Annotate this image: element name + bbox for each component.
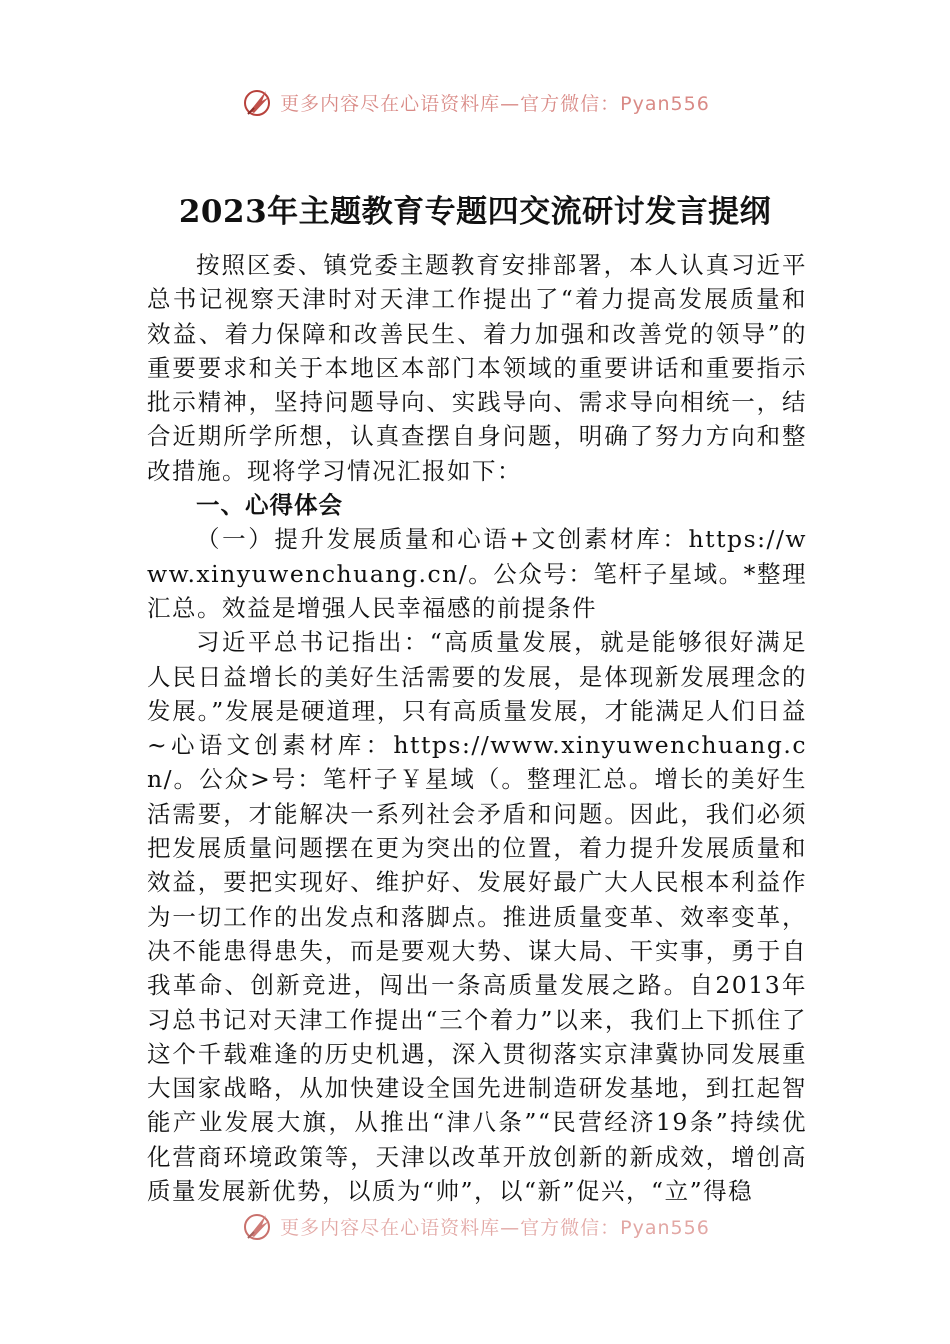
- watermark-banner-top: [0, 82, 950, 122]
- watermark-text: 更多内容尽在心语资料库—官方微信：Pyan556: [280, 92, 710, 115]
- document-body: [147, 248, 807, 1208]
- quill-logo-icon: [240, 1209, 274, 1243]
- subsection-heading: （一）提升发展质量和心语+文创素材库：https://www.xinyuwenchuang.cn/。公众号：笔杆子星域。*整理汇总。效益是增强人民幸福感的前提条件: [147, 525, 807, 622]
- watermark-text: 更多内容尽在心语资料库—官方微信：Pyan556: [280, 1216, 710, 1239]
- section-heading: 一、心得体会: [196, 491, 343, 520]
- document-title: 2023年主题教育专题四交流研讨发言提纲: [178, 194, 772, 230]
- intro-paragraph: 按照区委、镇党委主题教育安排部署，本人认真习近平总书记视察天津时对天津工作提出了“着力提高发展质量和效益、着力保障和改善民生、着力加强和改善党的领导”的重要要求和关于本地区本部门本领域的重要讲话和重要指示批示精神，坚持问题导向、实践导向、需求导向相统一，结合近期所学所想，认真查摆自身问题，明确了努力方向和整改措施。现将学习情况汇报如下：: [147, 251, 807, 485]
- body-paragraph: 习近平总书记指出：“高质量发展，就是能够很好满足人民日益增长的美好生活需要的发展，是体现新发展理念的发展。”发展是硬道理，只有高质量发展，才能满足人们日益~心语文创素材库：https://www.xinyuwenchuang.cn/。公众>号：笔杆子￥星域（。整理汇总。增长的美好生活需要，才能解决一系列社会矛盾和问题。因此，我们必须把发展质量问题摆在更为突出的位置，着力提升发展质量和效益，要把实现好、维护好、发展好最广大人民根本利益作为一切工作的出发点和落脚点。推进质量变革、效率变革，决不能患得患失，而是要观大势、谋大局、干实事，勇于自我革命、创新竞进，闯出一条高质量发展之路。自2013年习总书记对天津工作提出“三个着力”以来，我们上下抓住了这个千载难逢的历史机遇，深入贯彻落实京津冀协同发展重大国家战略，从加快建设全国先进制造研发基地，到扛起智能产业发展大旗，从推出“津八条”“民营经济19条”持续优化营商环境政策等，天津以改革开放创新的新成效，增创高质量发展新优势，以质为“帅”，以“新”促兴，“立”得稳: [147, 628, 807, 1206]
- quill-logo-icon: [240, 85, 274, 119]
- watermark-banner-bottom: [0, 1206, 950, 1246]
